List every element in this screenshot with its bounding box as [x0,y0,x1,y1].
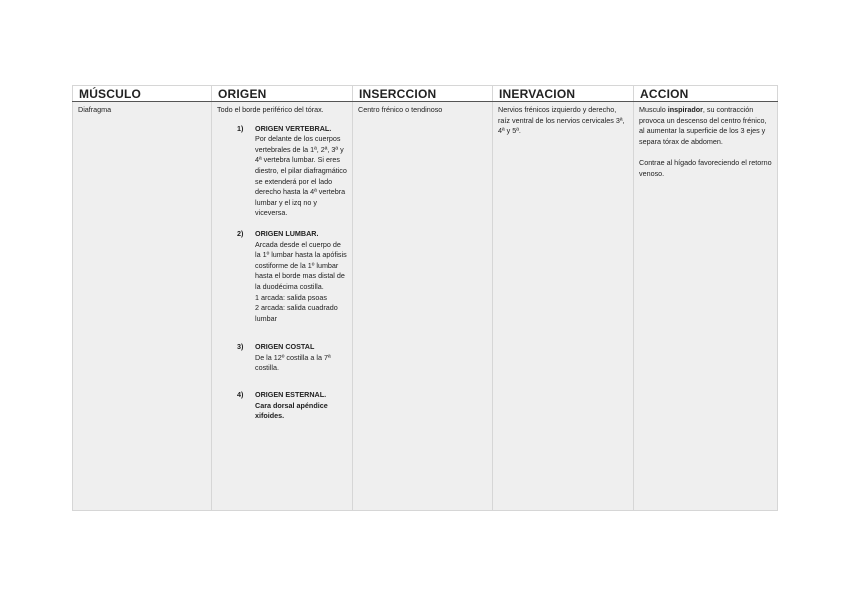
origin-text: Cara dorsal apéndice xifoides. [255,400,328,421]
origin-text: Por delante de los cuerpos vertebrales de la 1ª, 2ª, 3ª y 4ª vertebra lumbar. Si eres diestro, el pilar diafragmático se extenderá por el lado derecho hasta la 4ª vertebra lumbar y el izq no y viceversa. [255,134,347,218]
origin-number: 1) [237,123,244,133]
inervacion-text: Nervios frénicos izquierdo y derecho, raíz ventral de los nervios cervicales 3ª, 4ª y 5ª. [498,105,625,136]
origin-title: ORIGEN LUMBAR. [255,228,319,238]
cell-inervacion [493,102,634,511]
document-page [72,85,777,511]
insercion-text: Centro frénico o tendinoso [358,105,443,114]
origin-number: 2) [237,228,244,238]
header-row [73,86,778,102]
list-item [217,124,348,219]
origin-title: ORIGEN COSTAL [255,342,315,352]
origin-text: 2 arcada: salida cuadrado lumbar [255,303,338,323]
accion-text: , su contracción provoca un descenso del centro frénico, al aumentar la superficie de los 3 ejes y separa tórax de abdomen. [639,105,767,146]
origin-number: 4) [237,390,244,400]
muscle-table [72,85,778,511]
accion-text: Musculo [639,105,668,114]
origin-text: De la 12º costilla a la 7ª costilla. [255,352,331,373]
accion-paragraph-2: Contrae al hígado favoreciendo el retorno venoso. [639,158,772,178]
header-inervacion: INERVACION [493,86,634,102]
accion-bold-term: inspirador [667,105,703,114]
cell-origen [212,102,353,511]
cell-musculo [73,102,212,511]
cell-accion [634,102,778,511]
header-origen: ORIGEN [212,86,353,102]
origin-title: ORIGEN ESTERNAL. [255,390,327,400]
origin-text: 1 arcada: salida psoas [255,292,327,302]
header-musculo: MÚSCULO [73,86,212,102]
musculo-name: Diafragma [78,105,112,114]
list-item [217,390,348,422]
origin-number: 3) [237,342,244,352]
origin-title: ORIGEN VERTEBRAL. [255,123,332,133]
list-item [217,229,348,324]
list-item [217,342,348,374]
table-row [73,102,778,511]
header-accion: ACCION [634,86,778,102]
cell-insercion [353,102,493,511]
origins-list [217,124,348,422]
accion-paragraph [639,105,773,147]
origen-intro: Todo el borde periférico del tórax. [217,105,324,114]
header-insercion: INSERCCION [353,86,493,102]
origin-text: Arcada desde el cuerpo de la 1º lumbar hasta la apófisis costiforme de la 1º lumbar hasta el borde mas distal de la duodécima costilla. [255,239,347,291]
